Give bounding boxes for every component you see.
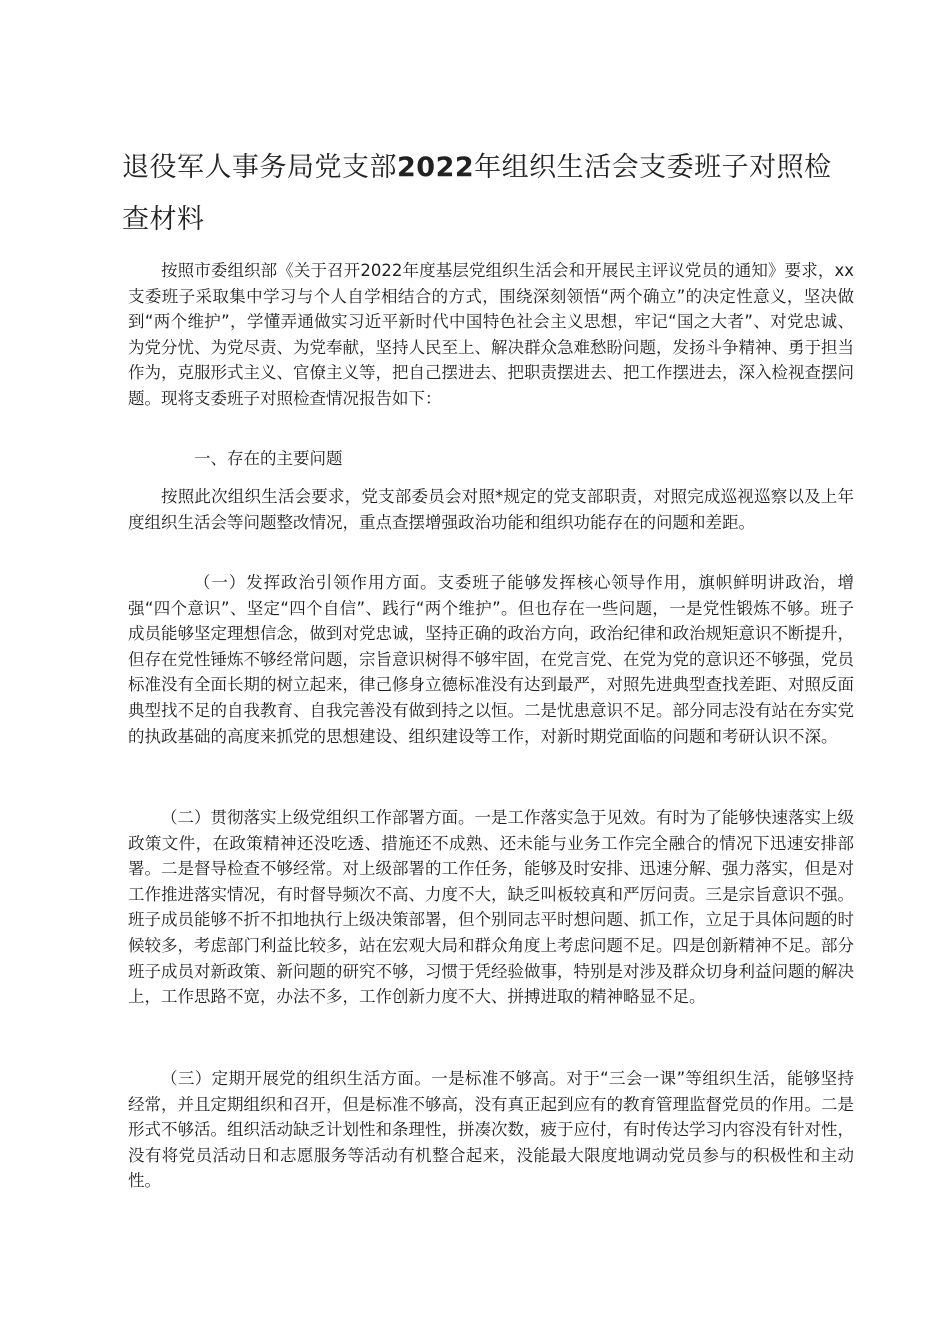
item1-paragraph: （一）发挥政治引领作用方面。支委班子能够发挥核心领导作用，旗帜鲜明讲政治，增强“四个意识”、坚定“四个自信”、践行“两个维护”。但也存在一些问题，一是党性锻炼不够。班子成员能够坚定理想信念，做到对党忠诚，坚持正确的政治方向，政治纪律和政治规矩意识不断提升，但存在党性锤炼不够经常问题，宗旨意识树得不够牢固，在党言党、在党为党的意识还不够强，党员标准没有全面长期的树立起来，律己修身立德标准没有达到最严，对照先进典型查找差距、对照反面典型找不足的自我教育、自我完善没有做到持之以恒。二是忧患意识不足。部分同志没有站在夯实党的执政基础的高度来抓党的思想建设、组织建设等工作，对新时期党面临的问题和考研认识不深。: [128, 573, 854, 746]
section1-intro-paragraph: 按照此次组织生活会要求，党支部委员会对照*规定的党支部职责，对照完成巡视巡察以及上年度组织生活会等问题整改情况，重点查摆增强政治功能和组织功能存在的问题和差距。: [128, 487, 854, 532]
title-part2: 年组织生活会支委班子对照检查材料: [122, 152, 832, 235]
title-year: 2022: [397, 152, 475, 183]
document-title: [122, 142, 842, 246]
section1-heading: 一、存在的主要问题: [194, 449, 343, 468]
item3-paragraph: （三）定期开展党的组织生活方面。一是标准不够高。对于“三会一课”等组织生活，能够坚持经常，并且定期组织和召开，但是标准不够高，没有真正起到应有的教育管理监督党员的作用。二是形式不够活。组织活动缺乏计划性和条理性，拼凑次数，疲于应付，有时传达学习内容没有针对性，没有将党员活动日和志愿服务等活动有机整合起来，没能最大限度地调动党员参与的积极性和主动性。: [128, 1069, 854, 1191]
title-part1: 退役军人事务局党支部: [122, 152, 397, 183]
item2-paragraph: （二）贯彻落实上级党组织工作部署方面。一是工作落实急于见效。有时为了能够快速落实上级政策文件，在政策精神还没吃透、措施还不成熟、还未能与业务工作完全融合的情况下迅速安排部署。二是督导检查不够经常。对上级部署的工作任务，能够及时安排、迅速分解、强力落实，但是对工作推进落实情况，有时督导频次不高、力度不大，缺乏叫板较真和严厉问责。三是宗旨意识不强。班子成员能够不折不扣地执行上级决策部署，但个别同志平时想问题、抓工作，立足于具体问题的时候较多，考虑部门利益比较多，站在宏观大局和群众角度上考虑问题不足。四是创新精神不足。部分班子成员对新政策、新问题的研究不够，习惯于凭经验做事，特别是对涉及群众切身利益问题的解决上，工作思路不宽，办法不多，工作创新力度不大、拼搏进取的精神略显不足。: [128, 808, 854, 1007]
intro-paragraph: 按照市委组织部《关于召开2022年度基层党组织生活会和开展民主评议党员的通知》要求，xx支委班子采取集中学习与个人自学相结合的方式，围绕深刻领悟“两个确立”的决定性意义，坚决做到“两个维护”，学懂弄通做实习近平新时代中国特色社会主义思想，牢记“国之大者”、对党忠诚、为党分忧、为党尽责、为党奉献，坚持人民至上、解决群众急难愁盼问题，发扬斗争精神、勇于担当作为，克服形式主义、官僚主义等，把自己摆进去、把职责摆进去、把工作摆进去，深入检视查摆问题。现将支委班子对照检查情况报告如下：: [128, 261, 854, 408]
